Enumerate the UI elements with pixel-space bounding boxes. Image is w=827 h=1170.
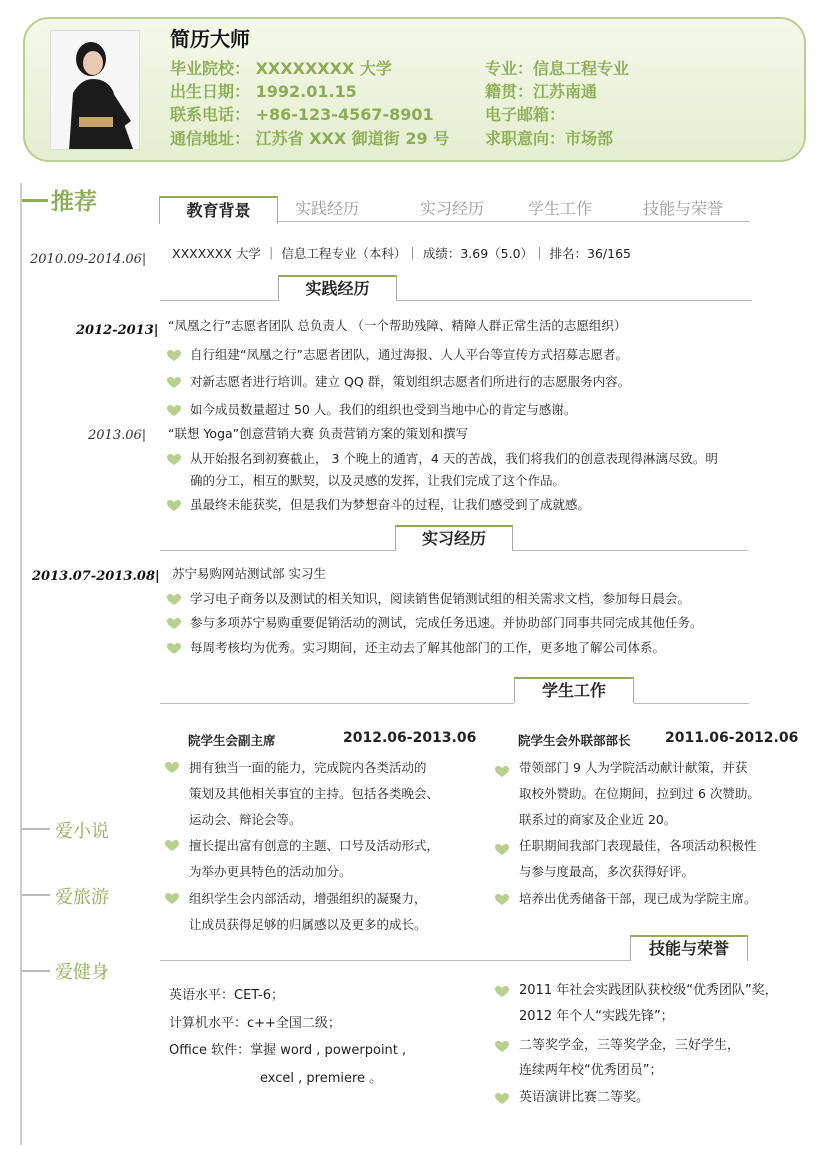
tab-student-work[interactable]: 学生工作 <box>528 199 593 218</box>
intention-row <box>485 126 613 149</box>
tab-skills[interactable]: 技能与荣誉 <box>643 199 724 218</box>
student-right-line: 培养出优秀储备干部，现已成为学院主席。 <box>519 891 757 906</box>
practice-date-1: 2012-2013| <box>76 323 159 338</box>
address-row <box>170 126 449 149</box>
student-right-line: 取校外赞助。在位期间，拉到过 6 次赞助。 <box>519 786 760 801</box>
student-left-line: 拥有独当一面的能力，完成院内各类活动的 <box>189 760 427 775</box>
practice-title-1: “凤凰之行”志愿者团队 总负责人 （一个帮助残障、精障人群正常生活的志愿组织） <box>168 318 627 333</box>
hobby-fitness: 爱健身 <box>55 962 109 983</box>
hobby-dash <box>22 894 50 896</box>
student-date-left: 2012.06-2013.06 <box>343 730 477 746</box>
phone-row <box>170 102 434 125</box>
email-label: 电子邮箱： <box>485 105 566 124</box>
student-role-right: 院学生会外联部部长 <box>518 733 631 748</box>
section-line <box>160 550 395 551</box>
internship-title: 苏宁易购网站测试部 实习生 <box>172 566 326 581</box>
practice-date-2: 2013.06| <box>88 428 147 443</box>
phone-value: +86-123-4567-8901 <box>255 105 434 124</box>
email-row <box>485 102 565 125</box>
student-right-line: 带领部门 9 人为学院活动献计献策，并获 <box>519 760 748 775</box>
honor-line: 二等奖学金，三等奖学金，三好学生， <box>519 1038 741 1053</box>
skill-line: Office 软件：掌握 word , powerpoint , <box>169 1043 407 1058</box>
practice-bullet: 从开始报名到初赛截止， 3 个晚上的通宵，4 天的苦战，我们将我们的创意表现得淋漓尽致。明 <box>190 451 718 466</box>
recommend-dash <box>22 199 48 202</box>
heart-bullet-icon <box>495 844 509 855</box>
tab-practice[interactable]: 实践经历 <box>295 199 360 218</box>
heart-bullet-icon <box>167 618 181 629</box>
native-row <box>485 79 597 102</box>
section-line <box>513 550 748 551</box>
honor-line: 连续两年校“优秀团员”； <box>519 1063 663 1078</box>
tab-education[interactable]: 教育背景 <box>159 196 278 224</box>
section-line <box>160 960 630 961</box>
section-line <box>160 703 514 704</box>
student-left-line: 运动会、辩论会等。 <box>189 812 302 827</box>
practice-bullet: 对新志愿者进行培训。建立 QQ 群，策划组织志愿者们所进行的志愿服务内容。 <box>190 374 631 389</box>
phone-label: 联系电话： <box>170 105 251 124</box>
honor-line: 英语演讲比赛二等奖。 <box>519 1090 650 1105</box>
school-value: XXXXXXXX 大学 <box>255 59 392 78</box>
practice-header: 实践经历 <box>278 275 397 301</box>
practice-bullet-cont: 确的分工，相互的默契，以及灵感的发挥，让我们完成了这个作品。 <box>190 473 566 488</box>
student-left-line: 为举办更具特色的活动加分。 <box>189 864 352 879</box>
major-label: 专业： <box>485 59 534 78</box>
internship-bullet: 参与多项苏宁易购重要促销活动的测试，完成任务迅速。并协助部门同事共同完成其他任务。 <box>190 615 703 630</box>
heart-bullet-icon <box>167 405 181 416</box>
heart-bullet-icon <box>167 594 181 605</box>
student-work-header: 学生工作 <box>514 677 634 703</box>
hobby-dash <box>22 828 50 830</box>
practice-bullet: 自行组建“凤凰之行”志愿者团队，通过海报、人人平台等宣传方式招募志愿者。 <box>190 347 628 362</box>
skills-header: 技能与荣誉 <box>630 935 748 961</box>
internship-bullet: 每周考核均为优秀。实习期间，还主动去了解其他部门的工作，更多地了解公司体系。 <box>190 640 666 655</box>
internship-header: 实习经历 <box>395 525 513 551</box>
student-left-line: 策划及其他相关事宜的主持。包括各类晚会、 <box>189 786 440 801</box>
heart-bullet-icon <box>167 643 181 654</box>
skill-line: 英语水平：CET-6； <box>169 988 285 1003</box>
recommend-heading: 推荐 <box>51 189 97 215</box>
hobby-novels: 爱小说 <box>55 821 109 842</box>
internship-bullet: 学习电子商务以及测试的相关知识，阅读销售促销测试组的相关需求文档，参加每日晨会。 <box>190 591 691 606</box>
education-date: 2010.09-2014.06| <box>30 252 147 267</box>
heart-bullet-icon <box>495 894 509 905</box>
heart-bullet-icon <box>165 762 179 773</box>
student-right-line: 联系过的商家及企业近 20。 <box>519 812 677 827</box>
section-line <box>397 300 752 301</box>
school-label: 毕业院校： <box>170 59 251 78</box>
section-line <box>160 300 278 301</box>
heart-bullet-icon <box>167 454 181 465</box>
student-date-right: 2011.06-2012.06 <box>665 730 799 746</box>
heart-bullet-icon <box>495 766 509 777</box>
student-left-line: 组织学生会内部活动，增强组织的凝聚力， <box>189 891 427 906</box>
heart-bullet-icon <box>167 500 181 511</box>
student-right-line: 任职期间我部门表现最佳，各项活动积极性 <box>519 838 757 853</box>
heart-bullet-icon <box>165 893 179 904</box>
skill-line: 计算机水平：c++全国二级； <box>169 1016 341 1031</box>
practice-bullet: 如今成员数量超过 50 人。我们的组织也受到当地中心的肯定与感谢。 <box>190 402 577 417</box>
skill-line: excel , premiere 。 <box>260 1071 383 1086</box>
major-row <box>485 56 629 79</box>
hobby-dash <box>22 970 50 972</box>
birth-row <box>170 79 357 102</box>
address-label: 通信地址： <box>170 129 251 148</box>
address-value: 江苏省 XXX 御道街 29 号 <box>255 129 450 148</box>
birth-value: 1992.01.15 <box>255 82 357 101</box>
native-value: 江苏南通 <box>533 82 598 101</box>
heart-bullet-icon <box>167 377 181 388</box>
honor-line: 2011 年社会实践团队获校级“优秀团队”奖， <box>519 983 778 998</box>
intention-label: 求职意向： <box>485 129 566 148</box>
heart-bullet-icon <box>495 1041 509 1052</box>
intention-value: 市场部 <box>565 129 614 148</box>
major-value: 信息工程专业 <box>533 59 630 78</box>
student-right-line: 与参与度最高，多次获得好评。 <box>519 864 695 879</box>
practice-bullet: 虽最终未能获奖，但是我们为梦想奋斗的过程，让我们感受到了成就感。 <box>190 497 591 512</box>
heart-bullet-icon <box>495 1093 509 1104</box>
birth-label: 出生日期： <box>170 82 251 101</box>
honor-line: 2012 年个人“实践先锋”； <box>519 1009 674 1024</box>
hobby-travel: 爱旅游 <box>55 887 109 908</box>
profile-photo <box>50 30 140 150</box>
student-left-line: 让成员获得足够的归属感以及更多的成长。 <box>189 917 427 932</box>
student-role-left: 院学生会副主席 <box>188 733 276 748</box>
tab-internship[interactable]: 实习经历 <box>420 199 485 218</box>
section-line <box>634 703 749 704</box>
school-row <box>170 56 392 79</box>
tab-underline <box>278 221 750 222</box>
timeline-line <box>20 183 22 1145</box>
student-left-line: 擅长提出富有创意的主题、口号及活动形式， <box>189 838 440 853</box>
heart-bullet-icon <box>165 840 179 851</box>
heart-bullet-icon <box>495 986 509 997</box>
native-label: 籍贯： <box>485 82 534 101</box>
practice-title-2: “联想 Yoga”创意营销大赛 负责营销方案的策划和撰写 <box>168 426 469 441</box>
education-line: XXXXXXX 大学 ｜ 信息工程专业（本科）｜ 成绩：3.69（5.0）｜ 排名：36/165 <box>172 246 631 261</box>
heart-bullet-icon <box>167 350 181 361</box>
resume-title: 简历大师 <box>170 27 250 51</box>
internship-date: 2013.07-2013.08| <box>32 569 160 584</box>
